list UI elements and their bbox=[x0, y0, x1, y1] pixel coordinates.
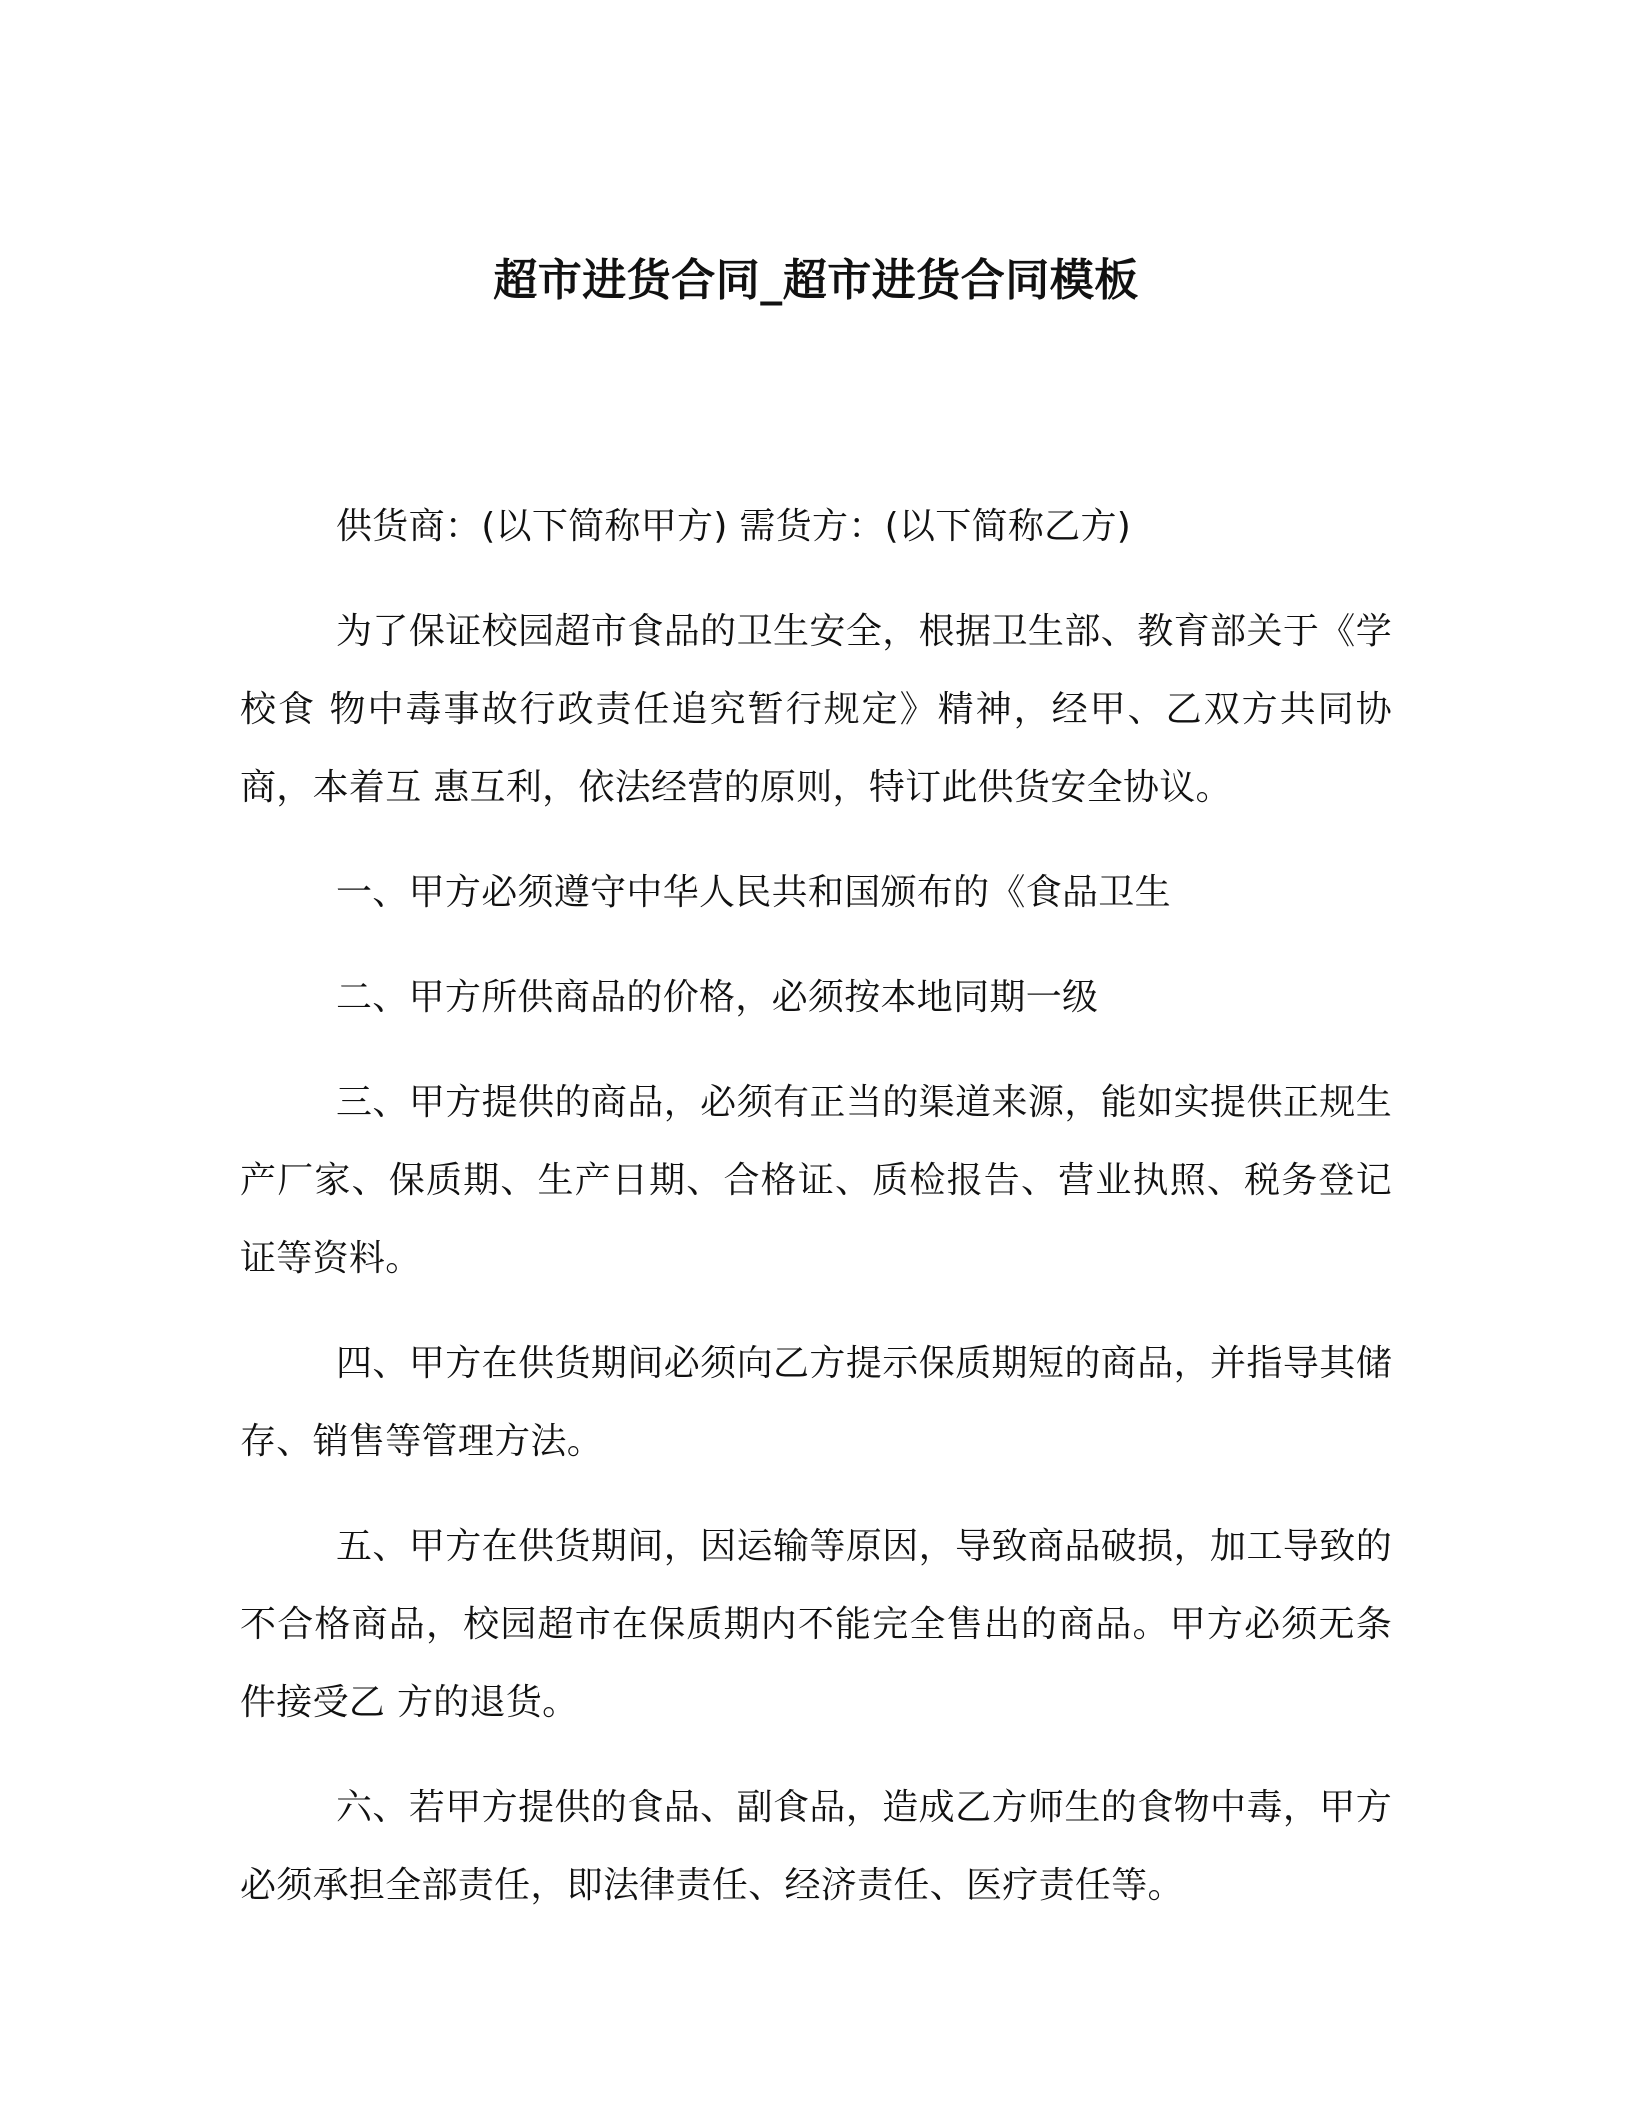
clause-4-paragraph: 四、甲方在供货期间必须向乙方提示保质期短的商品，并指导其储存、销售等管理方法。 bbox=[240, 1343, 1392, 1462]
clause-1-paragraph: 一、甲方必须遵守中华人民共和国颁布的《食品卫生 bbox=[336, 872, 1171, 913]
clause-5-paragraph: 五、甲方在供货期间，因运输等原因，导致商品破损，加工导致的不合格商品，校园超市在保质期内不能完全售出的商品。甲方必须无条件接受乙 方的退货。 bbox=[240, 1526, 1392, 1723]
document-title: 超市进货合同_超市进货合同模板 bbox=[493, 255, 1139, 307]
clause-2-paragraph: 二、甲方所供商品的价格，必须按本地同期一级 bbox=[336, 977, 1099, 1018]
preamble-paragraph: 为了保证校园超市食品的卫生安全，根据卫生部、教育部关于《学校食 物中毒事故行政责任追究暂行规定》精神，经甲、乙双方共同协商，本着互 惠互利，依法经营的原则，特订此供货安全协议。 bbox=[240, 611, 1392, 808]
clause-3-paragraph: 三、甲方提供的商品，必须有正当的渠道来源，能如实提供正规生产厂家、保质期、生产日期、合格证、质检报告、营业执照、税务登记证等资料。 bbox=[240, 1082, 1392, 1279]
parties-paragraph: 供货商：(以下简称甲方) 需货方：(以下简称乙方) bbox=[336, 506, 1132, 547]
clause-6-paragraph: 六、若甲方提供的食品、副食品，造成乙方师生的食物中毒，甲方必须承担全部责任，即法律责任、经济责任、医疗责任等。 bbox=[240, 1787, 1392, 1906]
contract-body bbox=[240, 488, 1392, 1925]
